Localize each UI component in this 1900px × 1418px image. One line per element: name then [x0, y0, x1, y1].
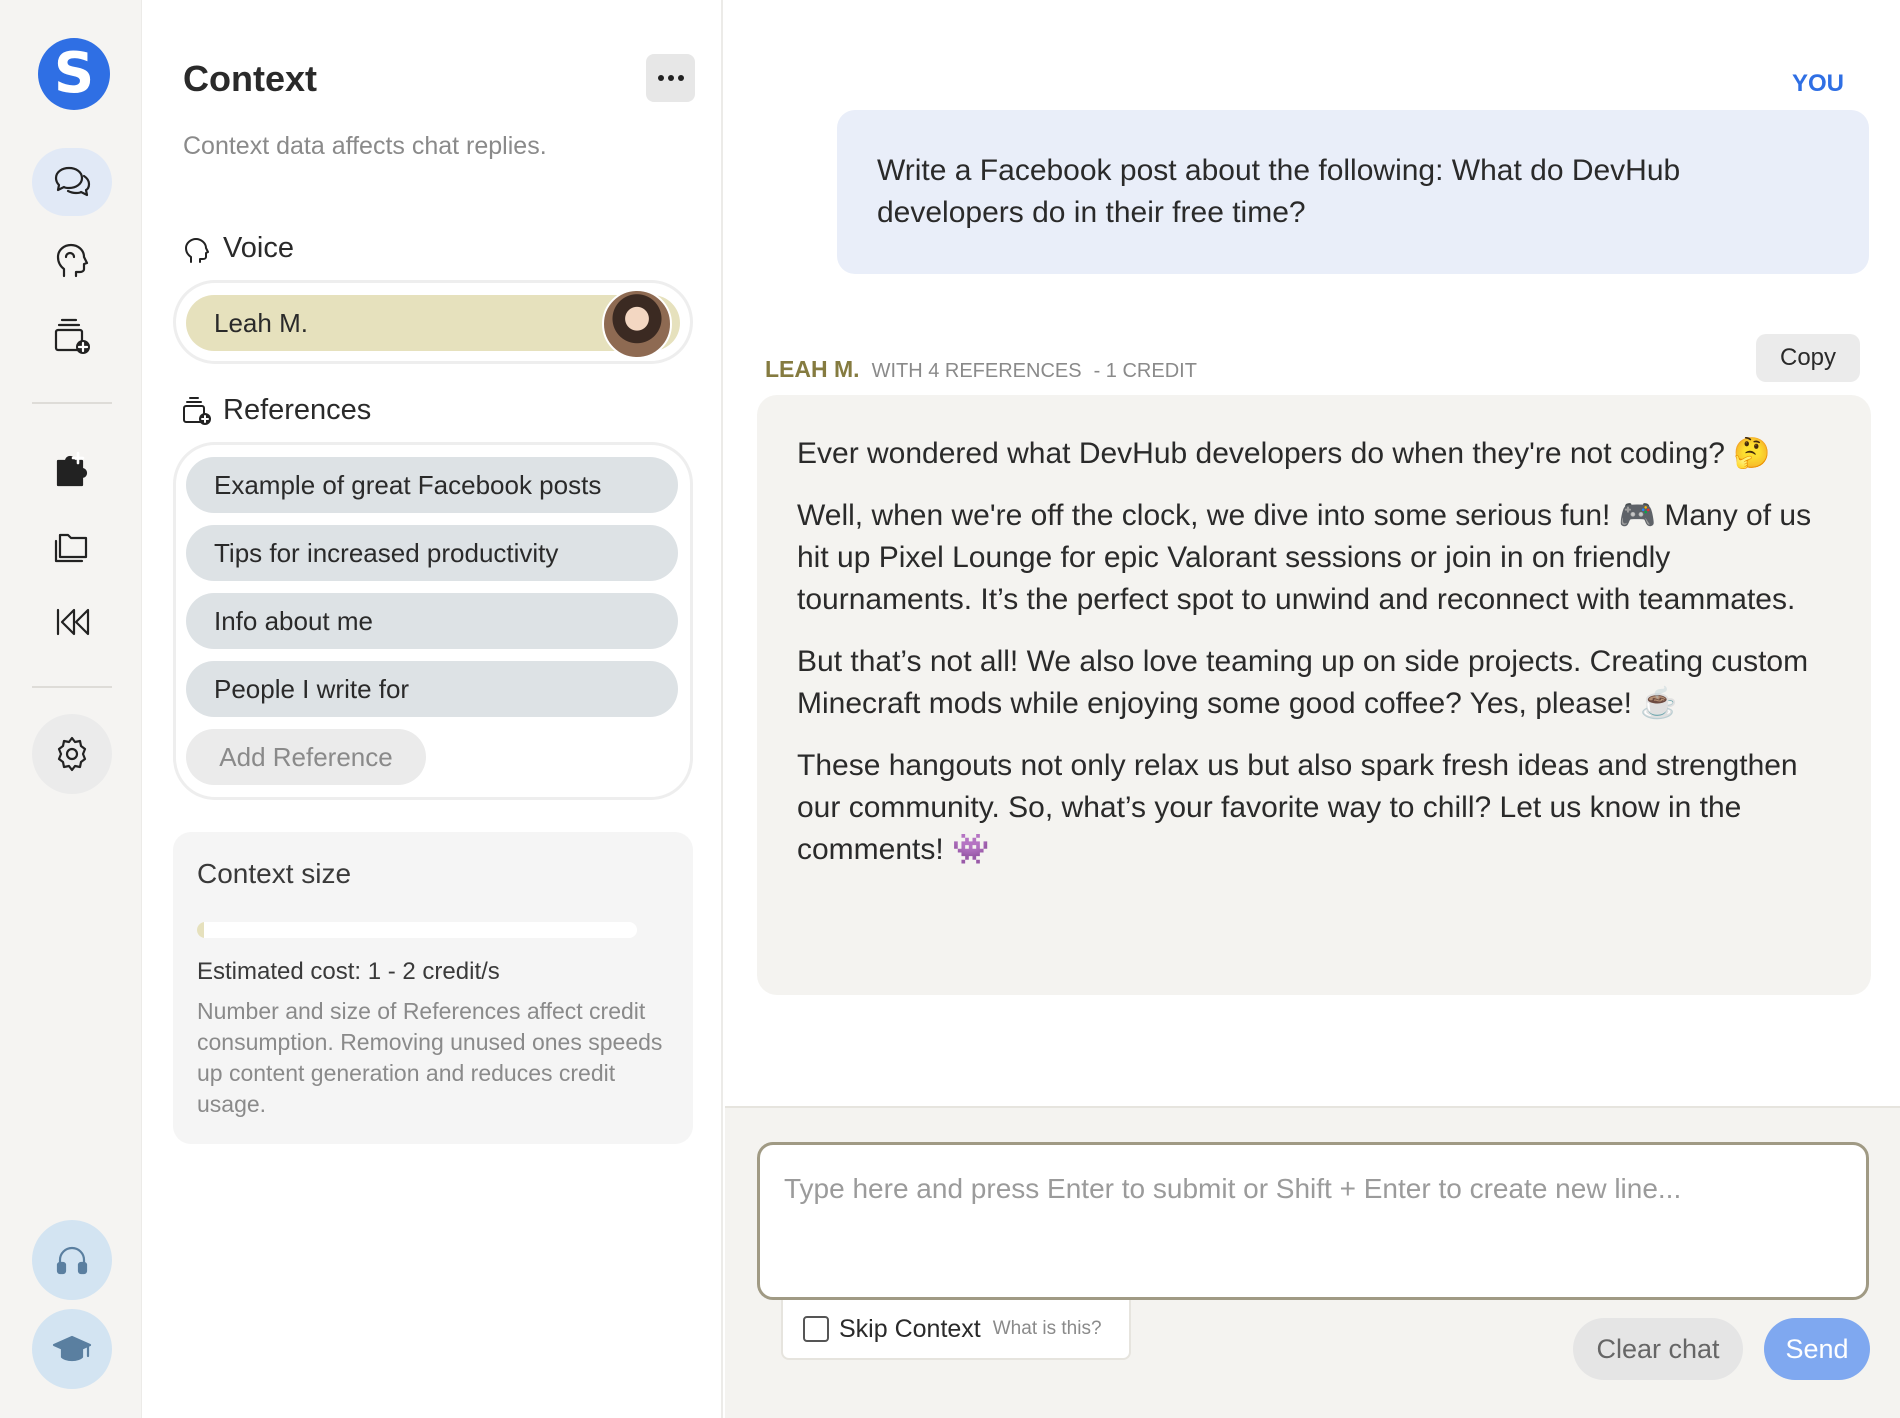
context-size-note: Number and size of References affect credit consumption. Removing unused ones speeds up content generation and reduces credit usage. [197, 998, 663, 1117]
composer [725, 1106, 1900, 1418]
estimated-cost: Estimated cost: 1 - 2 credit/s [197, 958, 500, 985]
assistant-reply [757, 395, 1871, 995]
copy-button[interactable]: Copy [1756, 334, 1860, 382]
skip-context-toggle [781, 1300, 1131, 1360]
voice-name: Leah M. [214, 308, 308, 338]
clear-chat-button[interactable]: Clear chat [1573, 1318, 1743, 1380]
nav-references-button[interactable] [32, 302, 112, 370]
context-size-fill [197, 922, 204, 938]
reply-meta [765, 356, 1197, 383]
left-rail [0, 0, 142, 1418]
reference-item[interactable]: Tips for increased productivity [186, 525, 678, 581]
voice-heading [181, 232, 294, 265]
voice-pill[interactable] [186, 295, 680, 351]
context-title: Context [183, 58, 317, 99]
nav-library-button[interactable] [32, 511, 112, 579]
graduation-cap-icon [50, 1327, 94, 1371]
nav-voices-button[interactable] [32, 226, 112, 294]
headset-icon [50, 1238, 94, 1282]
chat-icon [50, 160, 94, 204]
references-list [173, 442, 693, 800]
reply-paragraph: Ever wondered what DevHub developers do when they're not coding? 🤔 [797, 437, 1771, 470]
rail-divider [32, 402, 112, 404]
context-subtitle: Context data affects chat replies. [183, 132, 547, 160]
gear-icon [50, 732, 94, 776]
context-size-card [173, 832, 693, 1144]
reference-item[interactable]: Info about me [186, 593, 678, 649]
references-heading-label: References [223, 394, 372, 426]
references-icon [181, 395, 213, 427]
reference-item[interactable]: People I write for [186, 661, 678, 717]
rewind-icon [50, 600, 94, 644]
context-size-title: Context size [197, 858, 352, 889]
references-icon [50, 314, 94, 358]
avatar [602, 289, 672, 359]
reply-paragraph: These hangouts not only relax us but also spark fresh ideas and strengthen our community. So, what’s your favorite way to chill? Let us know in the comments! 👾 [797, 749, 1798, 866]
user-message: Write a Facebook post about the following: What do DevHub developers do in their free time? [837, 110, 1869, 274]
app-logo[interactable]: S [38, 38, 110, 110]
you-label: YOU [1791, 70, 1844, 97]
references-heading [181, 394, 371, 427]
voice-heading-label: Voice [223, 232, 294, 264]
reply-author: LEAH M. [765, 356, 860, 382]
voice-head-icon [50, 238, 94, 282]
context-menu-button[interactable] [646, 54, 695, 102]
skip-context-help-link[interactable]: What is this? [992, 1318, 1102, 1339]
support-button[interactable] [32, 1220, 112, 1300]
settings-button[interactable] [32, 714, 112, 794]
message-input[interactable] [757, 1142, 1869, 1300]
reply-paragraph: But that’s not all! We also love teaming up on side projects. Creating custom Minecraft mods while enjoying some good coffee? Yes, please! ☕ [797, 645, 1809, 720]
voice-head-icon [181, 233, 213, 265]
more-dots-icon [658, 75, 664, 81]
nav-history-button[interactable] [32, 588, 112, 656]
reply-credit: - 1 CREDIT [1093, 360, 1197, 382]
voice-selector [173, 280, 693, 364]
add-reference-button[interactable]: Add Reference [186, 729, 426, 785]
puzzle-icon [50, 447, 94, 491]
send-button[interactable]: Send [1764, 1318, 1870, 1380]
context-size-bar [197, 922, 637, 938]
reference-item[interactable]: Example of great Facebook posts [186, 457, 678, 513]
context-panel [143, 0, 723, 1418]
rail-divider [32, 686, 112, 688]
skip-context-label[interactable]: Skip Context [839, 1314, 981, 1343]
nav-integrations-button[interactable] [32, 435, 112, 503]
nav-chat-button[interactable] [32, 148, 112, 216]
reply-paragraph: Well, when we're off the clock, we dive into some serious fun! 🎮 Many of us hit up Pixel Lounge for epic Valorant sessions or join in on friendly tournaments. It’s the perfect spot to unwind and reconnect with teammates. [797, 499, 1812, 616]
skip-context-checkbox[interactable] [803, 1316, 829, 1342]
tutorials-button[interactable] [32, 1309, 112, 1389]
folders-icon [50, 523, 94, 567]
reply-references: WITH 4 REFERENCES [871, 360, 1082, 382]
chat-area [725, 0, 1900, 1106]
